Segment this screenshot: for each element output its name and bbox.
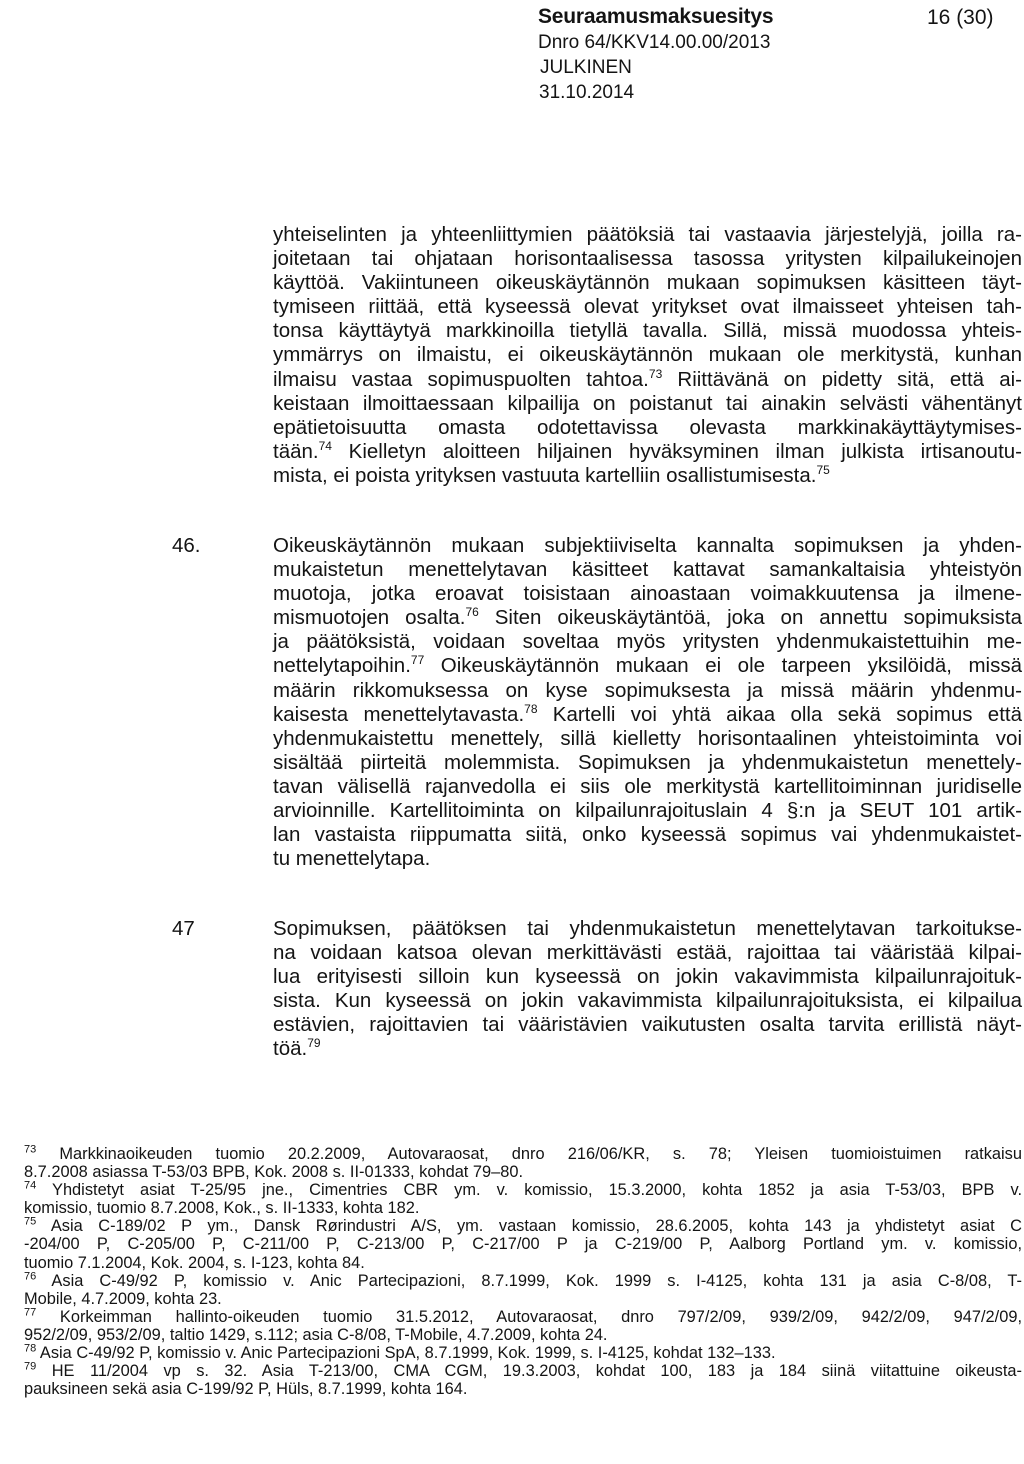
text-line: ilmaisu vastaa sopimuspuolten tahtoa.$^{73}$ Riittävänä on pidetty sitä, että ai- <box>273 366 1023 391</box>
text-line: tymiseen riittää, että kyseessä olevat yritykset ovat ilmaisseet yhteisen tah- <box>273 295 1022 319</box>
text-line: tu menettelytapa. <box>273 847 431 871</box>
paragraph-47 <box>273 917 1022 1062</box>
classification-label: JULKINEN <box>540 57 632 78</box>
text-line: komissio, tuomio 8.7.2008, Kok., s. II-1333, kohta 182. <box>24 1199 420 1218</box>
text-line: ja päätöksistä, voidaan soveltaa myös yritysten yhdenmukaistettuihin me- <box>273 630 1022 654</box>
intro-paragraph <box>273 223 1022 488</box>
document-type-title: Seuraamusmaksuesitys <box>538 5 774 28</box>
footnote-reference: 76 <box>465 605 479 620</box>
text-line: na voidaan katsoa olevan merkittävästi estää, rajoittaa tai vääristää kilpai- <box>273 941 1022 965</box>
footnote-reference: 79 <box>307 1036 321 1051</box>
text-line: Mobile, 4.7.2009, kohta 23. <box>24 1289 222 1308</box>
text-line: määrin rikkomuksessa on kyse sopimuksesta ja missä määrin yhdenmu- <box>273 678 1022 702</box>
document-header <box>538 4 838 105</box>
footnote-reference: 75 <box>816 463 830 478</box>
text-line: mismuotojen osalta.$^{76}$ Siten oikeuskäytäntöä, joka on annettu sopimuksista <box>273 605 1022 630</box>
footnote-reference: 73 <box>648 366 663 381</box>
paragraph-46 <box>273 534 1022 871</box>
text-line: keistaan ilmoittaessaan kilpailija on poistanut tai ainakin selvästi vähentänyt <box>273 391 1022 415</box>
footnote-reference: 74 <box>24 1179 37 1192</box>
footnotes <box>24 1145 1022 1398</box>
footnote-reference: 78 <box>24 1342 37 1355</box>
text-line: lua erityisesti silloin kun kyseessä on jokin vakavimmista kilpailunrajoituk- <box>273 965 1022 989</box>
text-line: Oikeuskäytännön mukaan subjektiiviselta kannalta sopimuksen ja yhden- <box>273 534 1022 557</box>
document-date: 31.10.2014 <box>539 82 635 103</box>
text-line: nettelytapoihin.$^{77}$ Oikeuskäytännön mukaan ei ole tarpeen yksilöidä, missä <box>273 653 1022 678</box>
text-line: yhdenmukaistettu menettely, sillä kielletty horisontaalinen yhteistoiminta voi <box>273 726 1022 750</box>
text-line: $^{79}$ HE 11/2004 vp s. 32. Asia T-213/00, CMA CGM, 19.3.2003, kohdat 100, 183 ja 184 siinä viitattuine oikeusta- <box>24 1360 1022 1381</box>
text-line: lan vastaista riippumatta siitä, onko kyseessä sopimus vai yhdenmukaistet- <box>273 823 1022 847</box>
page-number: 16 (30) <box>927 6 994 29</box>
text-line: muotoja, jotka eroavat toisistaan ainoastaan voimakkuutensa ja ilmene- <box>273 582 1022 606</box>
paragraph-number-47: 47 <box>172 917 195 940</box>
text-line: joitetaan tai ohjataan horisontaalisessa tasossa yritysten kilpailukeinojen <box>273 247 1022 271</box>
text-line: mista, ei poista yrityksen vastuuta kartelliin osallistumisesta.$^{75}$ <box>273 463 830 487</box>
text-line: $^{77}$ Korkeimman hallinto-oikeuden tuomio 31.5.2012, Autovaraosat, dnro 797/2/09, 939/2/09, 942/2/09, 947/2/09, <box>24 1306 1022 1326</box>
footnote-reference: 77 <box>410 653 425 668</box>
text-line: sisältää piirteitä molemmista. Sopimuksen ja yhdenmukaistetun menettely- <box>273 750 1022 774</box>
footnote-reference: 77 <box>24 1306 37 1319</box>
text-line: arvioinnille. Kartellitoiminta on kilpailunrajoituslain 4 §:n ja SEUT 101 artik- <box>273 799 1022 823</box>
text-line: epätietoisuutta omasta odotettavissa olevasta markkinakäyttäytymises- <box>273 415 1022 439</box>
text-line: Sopimuksen, päätöksen tai yhdenmukaistetun menettelytavan tarkoitukse- <box>273 917 1022 940</box>
text-line: $^{76}$ Asia C-49/92 P, komissio v. Anic Partecipazioni, 8.7.1999, Kok. 1999 s. I-4125, kohta 131 ja asia C-8/08, T- <box>24 1270 1022 1290</box>
text-line: ymmärrys on ilmaistu, ei oikeuskäytännön mukaan ole merkitystä, kunhan <box>273 343 1022 367</box>
text-line: $^{73}$ Markkinaoikeuden tuomio 20.2.2009, Autovaraosat, dnro 216/06/KR, s. 78; Yleisen tuomioistuimen ratkaisu <box>24 1143 1022 1163</box>
footnote-reference: 76 <box>24 1270 37 1283</box>
text-line: pauksineen sekä asia C-199/92 P, Hüls, 8.7.1999, kohta 164. <box>24 1380 468 1399</box>
text-line: $^{75}$ Asia C-189/02 P ym., Dansk Rørindustri A/S, ym. vastaan komissio, 28.6.2005, kohta 143 ja yhdistetyt asiat C <box>24 1215 1022 1236</box>
footnote-reference: 78 <box>524 701 538 716</box>
text-line: $^{78}$ Asia C-49/92 P, komissio v. Anic Partecipazioni SpA, 8.7.1999, Kok. 1999, s. I-4125, kohdat 132–133. <box>24 1342 776 1363</box>
footnote-reference: 73 <box>24 1143 37 1156</box>
text-line: $^{74}$ Yhdistetyt asiat T-25/95 jne., Cimentries CBR ym. v. komissio, 15.3.2000, kohta 1852 ja asia T-53/03, BPB v. <box>24 1179 1022 1200</box>
footnote-reference: 75 <box>24 1215 37 1228</box>
text-line: mukaistetun menettelytavan käsitteet kattavat samankaltaisia yhteistyön <box>273 558 1022 582</box>
text-line: estävien, rajoittavien tai vääristävien vaikutusten osalta tarvita erillistä näyt- <box>273 1013 1022 1037</box>
text-line: tonsa käyttäytyä markkinoilla tietyllä tavalla. Sillä, missä muodossa yhteis- <box>273 319 1022 343</box>
text-line: käyttöä. Vakiintuneen oikeuskäytännön mukaan sopimuksen käsitteen täyt- <box>273 271 1022 295</box>
text-line: kaisesta menettelytavasta.$^{78}$ Kartelli voi yhtä aikaa olla sekä sopimus että <box>273 701 1022 726</box>
footnote-reference: 74 <box>318 439 332 454</box>
text-line: 952/2/09, 953/2/09, taltio 1429, s.112; asia C-8/08, T-Mobile, 4.7.2009, kohta 24. <box>24 1325 608 1344</box>
text-line: töä.$^{79}$ <box>273 1036 321 1061</box>
text-line: -204/00 P, C-205/00 P, C-211/00 P, C-213/00 P, C-217/00 P ja C-219/00 P, Aalborg Portland ym. v. komissio, <box>24 1235 1022 1254</box>
diary-number: Dnro 64/KKV14.00.00/2013 <box>538 32 771 53</box>
text-line: sista. Kun kyseessä on jokin vakavimmista kilpailunrajoituksista, ei kilpailua <box>273 989 1022 1013</box>
text-line: yhteiselinten ja yhteenliittymien päätöksiä tai vastaavia järjestelyjä, joilla ra- <box>273 223 1022 246</box>
footnote-reference: 79 <box>24 1360 37 1373</box>
text-line: tavan välisellä rajanvedolla ei siis ole merkitystä kartellitoiminnan juridiselle <box>273 774 1022 798</box>
paragraph-number-46: 46. <box>172 534 201 557</box>
text-line: tuomio 7.1.2004, Kok. 2004, s. I-123, kohta 84. <box>24 1253 365 1272</box>
text-line: tään.$^{74}$ Kielletyn aloitteen hiljainen hyväksyminen ilman julkista irtisanoutu- <box>273 439 1022 463</box>
text-line: 8.7.2008 asiassa T-53/03 BPB, Kok. 2008 s. II-01333, kohdat 79–80. <box>24 1163 524 1182</box>
